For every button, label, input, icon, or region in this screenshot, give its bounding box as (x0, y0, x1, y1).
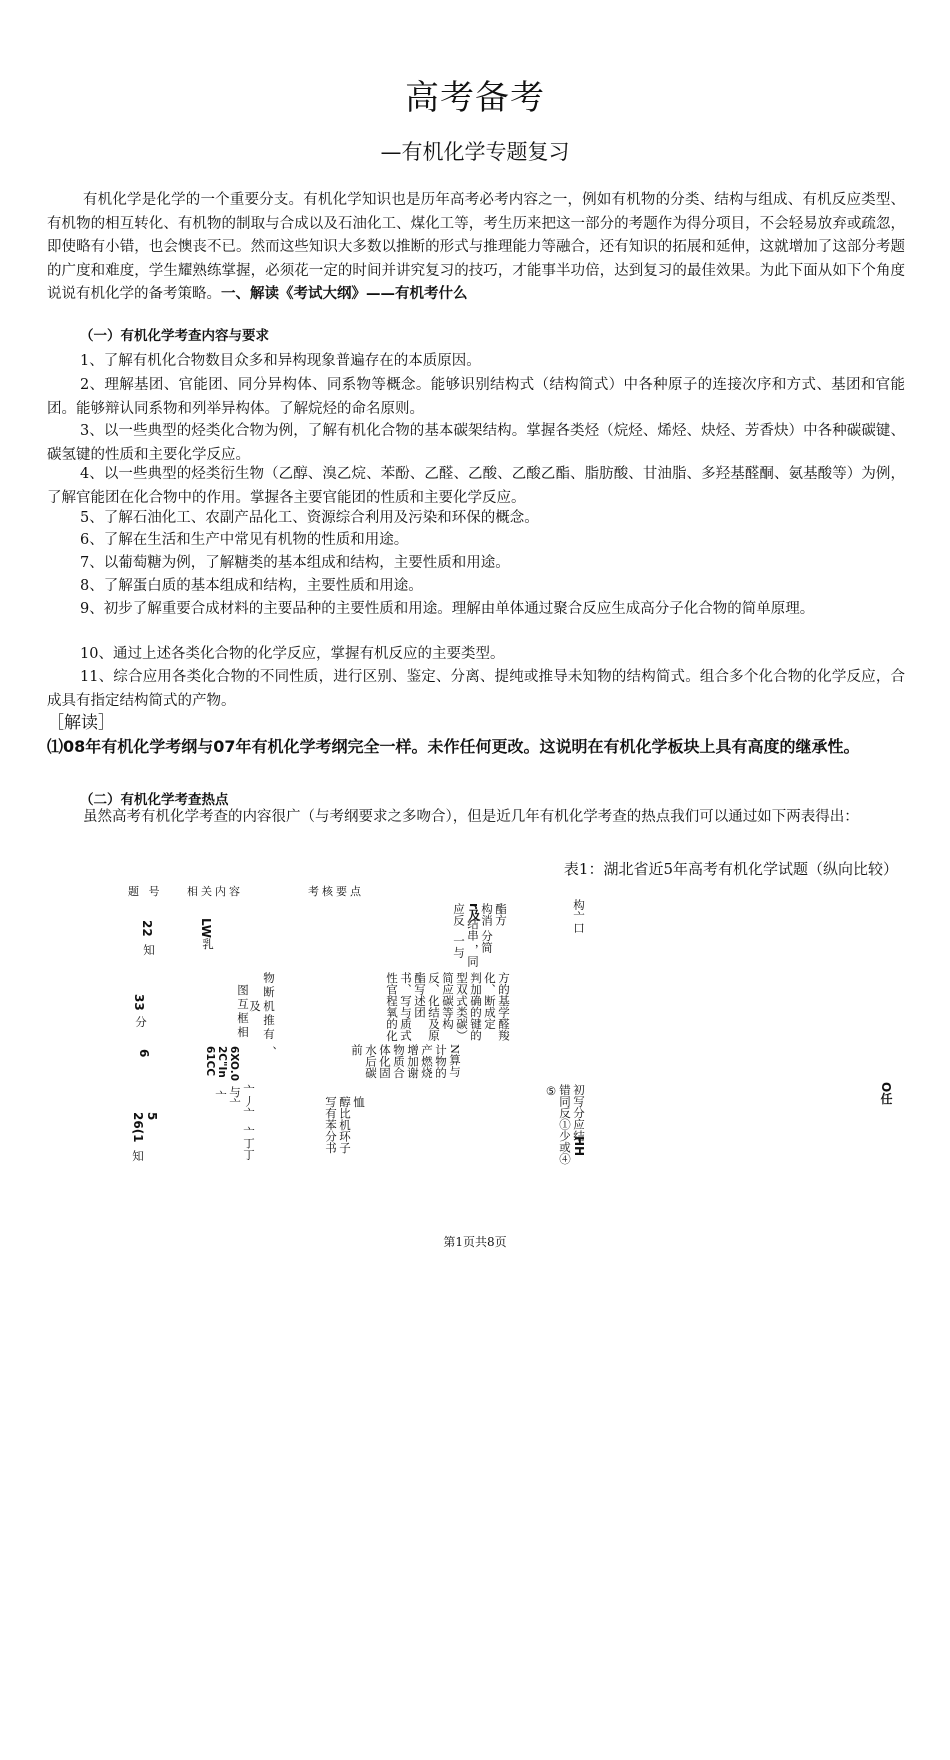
table-cell: 结串 (466, 918, 480, 941)
page-title: 高考备考 (405, 78, 545, 118)
table-cell: 61CC (204, 1046, 216, 1077)
table-cell: 6 (137, 1049, 151, 1058)
table-cell: 22 (140, 920, 154, 937)
requirement-item: 5、了解石油化工、农副产品化工、资源综合利用及污染和环保的概念。 (80, 510, 539, 526)
requirement-item: 4、以一些典型的烃类衍生物（乙醇、溴乙烷、苯酚、乙醛、乙酸、乙酸乙酯、脂肪酸、甘油脂、多羟基醛酮、氨基酸等）为例，了解官能团在化合物中的作用。掌握各主要官能团的性质和主要化学反应。 (47, 466, 905, 506)
requirement-item: 9、初步了解重要合成材料的主要品种的主要性质和用途。理解由单体通过聚合反应生成高分子化合物的简单原理。 (80, 601, 815, 617)
table-cell: 相 (236, 1026, 250, 1038)
table-cell: N算与 (448, 1044, 462, 1078)
table-cell: 写有苯分书 (324, 1096, 338, 1154)
table-cell: 构消 (480, 903, 494, 926)
table-cell: 物 (262, 972, 276, 984)
table-header-content: 相关内容 (187, 885, 243, 898)
section-heading-hotspots: （二）有机化学考查热点 (80, 792, 229, 808)
table-rule (0, 893, 1, 1189)
table-cell: 6XO.0 (228, 1046, 240, 1082)
table-cell: 物质合 (392, 1044, 406, 1079)
table-cell: 酯方 (494, 903, 508, 926)
table-cell: 前 (350, 1044, 364, 1056)
requirement-item: 6、了解在生活和生产中常见有机物的性质和用途。 (80, 532, 409, 548)
table-cell: 计物的 (434, 1044, 448, 1079)
table-cell: HH (572, 1136, 586, 1157)
table-cell: 简应碳等构 (441, 972, 455, 1030)
table-cell: 断 (262, 986, 276, 998)
interpretation-note: ⑴08年有机化学考纲与07年有机化学考纲完全一样。未作任何更改。这说明在有机化学板块上具有高度的继承性。 (47, 737, 860, 756)
table-cell: 机 (262, 1000, 276, 1012)
table-cell: 型双式类碳） (455, 972, 469, 1041)
interpretation-label: ［解读］ (47, 713, 115, 733)
requirement-item: 2、理解基团、官能团、同分异构体、同系物等概念。能够识别结构式（结构简式）中各种原子的连接次序和方式、基团和官能团。能够辩认同系物和列举异构体。了解烷烃的命名原则。 (47, 377, 905, 417)
requirement-item: 3、以一些典型的烃类化合物为例，了解有机化合物的基本碳架结构。掌握各类烃（烷烃、烯烃、炔烃、芳香炔）中各种碳碳键、碳氢键的性质和主要化学反应。 (47, 423, 905, 463)
page-subtitle: —有机化学专题复习 (380, 140, 570, 164)
table-cell: 26(1 (131, 1112, 145, 1143)
table-cell: 与亠 (228, 1086, 242, 1109)
table-cell: 一与 (452, 935, 466, 958)
table-cell: 有 (262, 1028, 276, 1040)
table-cell: 及 (248, 1000, 262, 1012)
table-caption: 表1：湖北省近5年高考有机化学试题（纵向比较） (563, 860, 898, 878)
section-heading-requirements: （一）有机化学考查内容与要求 (80, 328, 269, 344)
table-cell: ⑤ (544, 1084, 558, 1098)
table-cell: 亠丁丁 (242, 1126, 256, 1161)
table-rule (0, 1189, 1, 1464)
table-rule (0, 597, 1, 893)
table-cell: 分 (134, 1016, 148, 1028)
table-cell: 应反 (452, 903, 466, 926)
table-cell: 5 (145, 1112, 159, 1121)
table-cell: 构亠口 (572, 899, 586, 934)
intro-paragraph (47, 189, 905, 307)
table-cell: 判加确的键的 (469, 972, 483, 1041)
table-cell: r及 (467, 903, 481, 921)
table-cell: 醇比机环子 (338, 1096, 352, 1154)
table-cell: 互 (236, 998, 250, 1010)
intro-heading: 一、解读《考试大纲》——有机考什么 (221, 286, 468, 302)
table-cell: 化、断成定 (483, 972, 497, 1030)
table-cell: 乳 (201, 938, 215, 950)
table-cell: 增加谢 (406, 1044, 420, 1079)
table-cell: 图 (236, 984, 250, 996)
requirement-item: 7、以葡萄糖为例，了解糖类的基本组成和结构，主要性质和用途。 (80, 555, 510, 571)
table-cell: 体化固 (378, 1044, 392, 1079)
intro-text: 有机化学是化学的一个重要分支。有机化学知识也是历年高考必考内容之一，例如有机物的分类、结构与组成、有机反应类型、有机物的相互转化、有机物的制取与合成以及石油化工、煤化工等，考生历来把这一部分的考题作为得分项目，不会轻易放弃或疏忽，即使略有小错，也会懊丧不已。然而这些知识大多数以推断的形式与推理能力等融合，还有知识的拓展和延伸，这就增加了这部分考题的广度和难度，学生耀熟练掌握，必须花一定的时间并讲究复习的技巧，才能事半功倍，达到复习的最佳效果。为此下面从如下个角度说说有机化学的备考策略。 (47, 192, 905, 302)
table-cell: 推 (262, 1014, 276, 1026)
table-header-points: 考核要点 (308, 885, 364, 898)
requirement-item: 10、通过上述各类化合物的化学反应，掌握有机反应的主要类型。 (80, 646, 505, 662)
table-cell: 产燃烧 (420, 1044, 434, 1079)
table-cell: 恤 (352, 1096, 366, 1108)
table-cell: 书、写与质式 (399, 972, 413, 1041)
table-cell: 亠丿亠 (242, 1084, 256, 1119)
table-cell: 化 (385, 1030, 399, 1042)
table-cell: 亠 (214, 1090, 228, 1102)
requirement-item: 11、综合应用各类化合物的不同性质，进行区别、鉴定、分离、提纯或推导未知物的结构简式。组合多个化合物的化学反应，合成具有指定结构简式的产物。 (47, 669, 905, 709)
table-cell: 酯写述团 (413, 972, 427, 1018)
table-cell: 水后碳 (364, 1044, 378, 1079)
requirement-item: 1、了解有机化合物数目众多和异构现象普遍存在的本质原因。 (80, 353, 481, 369)
table-cell: 知 (142, 944, 156, 956)
requirement-item: 8、了解蛋白质的基本组成和结构，主要性质和用途。 (80, 578, 423, 594)
table-cell: LW (199, 918, 213, 938)
table-cell: 框 (236, 1012, 250, 1024)
page-footer: 第1页共8页 (443, 1235, 507, 1249)
table-cell: 性官程氧的 (385, 972, 399, 1030)
table-cell: 初写分应结 (572, 1084, 586, 1142)
table-cell: 2C"In (216, 1046, 228, 1078)
table-cell: 33 (132, 994, 146, 1011)
table-cell: 反、化结及原 (427, 972, 441, 1041)
hotspots-paragraph: 虽然高考有机化学考查的内容很广（与考纲要求之多吻合），但是近几年有机化学考查的热点我们可以通过如下两表得出： (83, 809, 859, 825)
table-cell: 错同反①少或④ (558, 1084, 572, 1165)
table-cell: ，同 (466, 944, 480, 967)
table-rule (0, 1464, 1, 1760)
table-cell: 分简 (480, 930, 494, 953)
table-header-number: 题 号 (128, 885, 163, 898)
table-cell: 方的基学醛羧 (497, 972, 511, 1041)
table-cell: 知 (131, 1150, 145, 1162)
table-cell: 、 (264, 1046, 278, 1058)
table-rule (0, 301, 1, 597)
table-rule (0, 4, 791, 5)
table-cell: O任 (879, 1082, 893, 1105)
